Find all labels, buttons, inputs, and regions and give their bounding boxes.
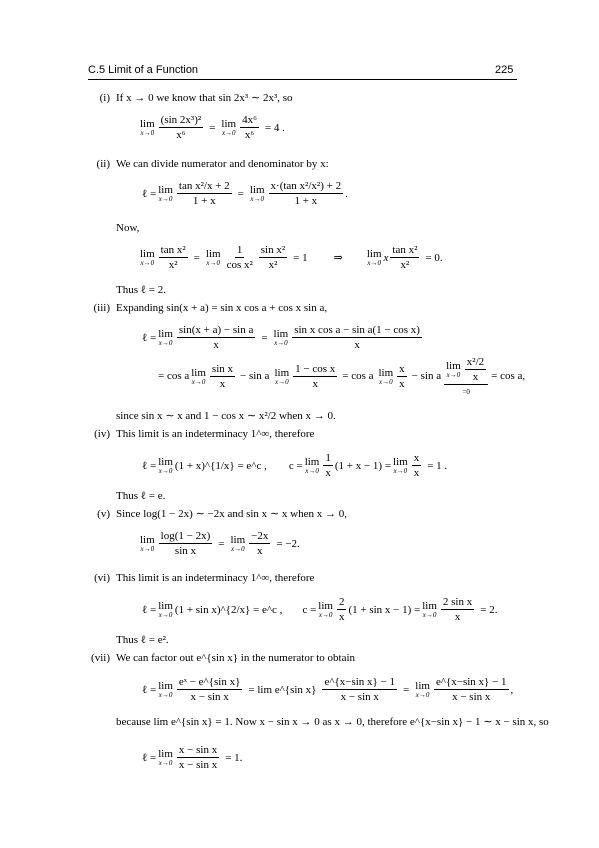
page-number: 225 xyxy=(495,64,514,76)
item-ii-thus: Thus ℓ = 2. xyxy=(116,284,166,296)
running-header-section: C.5 Limit of a Function xyxy=(88,64,199,76)
item-vii-because: because lim e^{sin x} = 1. Now x − sin x → 0 as x → 0, therefore e^{x−sin x} − 1 ∼ x − sin x, so xyxy=(116,716,549,728)
item-label-vii: (vii) xyxy=(91,652,110,664)
item-ii-intro: We can divide numerator and denominator by x: xyxy=(116,158,329,170)
item-vi-thus: Thus ℓ = e². xyxy=(116,634,169,646)
item-iii-since: since sin x ∼ x and 1 − cos x ∼ x²/2 when x → 0. xyxy=(116,410,336,422)
item-iii-intro: Expanding sin(x + a) = sin x cos a + cos x sin a, xyxy=(116,302,328,314)
item-i-intro: If x → 0 we know that sin 2x³ ∼ 2x³, so xyxy=(116,92,293,104)
item-vi-intro: This limit is an indeterminacy 1^∞, therefore xyxy=(116,572,315,584)
item-iv-intro: This limit is an indeterminacy 1^∞, therefore xyxy=(116,428,315,440)
item-vii-intro: We can factor out e^{sin x} in the numerator to obtain xyxy=(116,652,356,664)
item-iii-equation-1: ℓ = lim x→0 $\frac{\text{sin(x + a) − sin a}}{x}$ = lim x→0 $\frac{\text{sin x cos a − sin a(1 − cos x)}}{x}$ xyxy=(142,324,420,351)
header-rule xyxy=(88,79,517,80)
item-label-vi: (vi) xyxy=(94,572,110,584)
item-vii-equation-1: ℓ = lim x→0 $\frac{\text{eˣ − e\textasciicircum{}\{sin x\}}}{\text{x − sin x}}$ = lim e^{sin x} $\frac{\text{e\textasciicircum{}\{x−sin x\} − 1}}{\text{x − sin x}}$ = lim x→0 $\frac{\text{e\textasciicircum{}\{x−sin x\} − 1}}{\text{x − sin x}}$ , xyxy=(142,676,514,703)
underbrace-label: =0 xyxy=(462,388,470,396)
item-v-equation: lim x→0 $\frac{\log(1 - 2x)}{\text{sin x}}$ = lim x→0 $\frac{-2x}{x}$ = −2. xyxy=(140,530,300,557)
item-v-intro: Since log(1 − 2x) ∼ −2x and sin x ∼ x when x → 0, xyxy=(116,508,347,520)
item-label-i: (i) xyxy=(99,92,110,104)
item-i-equation: lim x→0 $\frac{\text{(sin 2x³)²}}{\text{x⁶}}$ = lim x→0 $\frac{\text{4x⁶}}{\text{x⁶}}$ = 4 . xyxy=(140,114,285,141)
item-label-ii: (ii) xyxy=(96,158,110,170)
item-label-iv: (iv) xyxy=(94,428,110,440)
item-ii-equation-1: ℓ = lim x→0 $\frac{\text{tan x²/x + 2}}{1 + x}$ = lim x→0 $\frac{\text{x·(tan x²/x²) + 2}}{1 + x}$ . xyxy=(142,180,348,207)
item-iv-equation: ℓ = lim x→0 (1 + x)^{1/x} = e^c , c = lim x→0 $\frac{1}{x}$ (1 + x − 1) = lim x→0 $\frac{x}{x}$ = 1 . xyxy=(142,452,448,479)
item-iii-equation-2: = cos a lim x→0 $\frac{\text{sin x}}{x}$ − sin a lim x→0 $\frac{\text{1 − cos x}}{x}$ = cos a lim x→0 $\frac{x}{x}$ − sin a lim x→0 $\frac{\text{x²/2}}{x}$ =0 = cos a, xyxy=(158,356,526,396)
item-ii-equation-2: lim x→0 $\frac{\text{tan x²}}{\text{x²}}$ = lim x→0 $\frac{1}{\text{cos x²}}$ $\frac{\text{sin x²}}{\text{x²}}$ = 1 ⇒ lim x→0 x $\frac{\text{tan x²}}{\text{x²}}$ = 0. xyxy=(140,244,443,271)
item-iv-thus: Thus ℓ = e. xyxy=(116,490,166,502)
item-ii-now: Now, xyxy=(116,222,140,234)
item-vii-equation-2: ℓ = lim x→0 $\frac{\text{x − sin x}}{\text{x − sin x}}$ = 1. xyxy=(142,744,243,771)
item-label-iii: (iii) xyxy=(93,302,110,314)
item-label-v: (v) xyxy=(97,508,110,520)
item-vi-equation: ℓ = lim x→0 (1 + sin x)^{2/x} = e^c , c = lim x→0 $\frac{2}{x}$ (1 + sin x − 1) = lim x→0 $\frac{\text{2 sin x}}{x}$ = 2. xyxy=(142,596,498,623)
